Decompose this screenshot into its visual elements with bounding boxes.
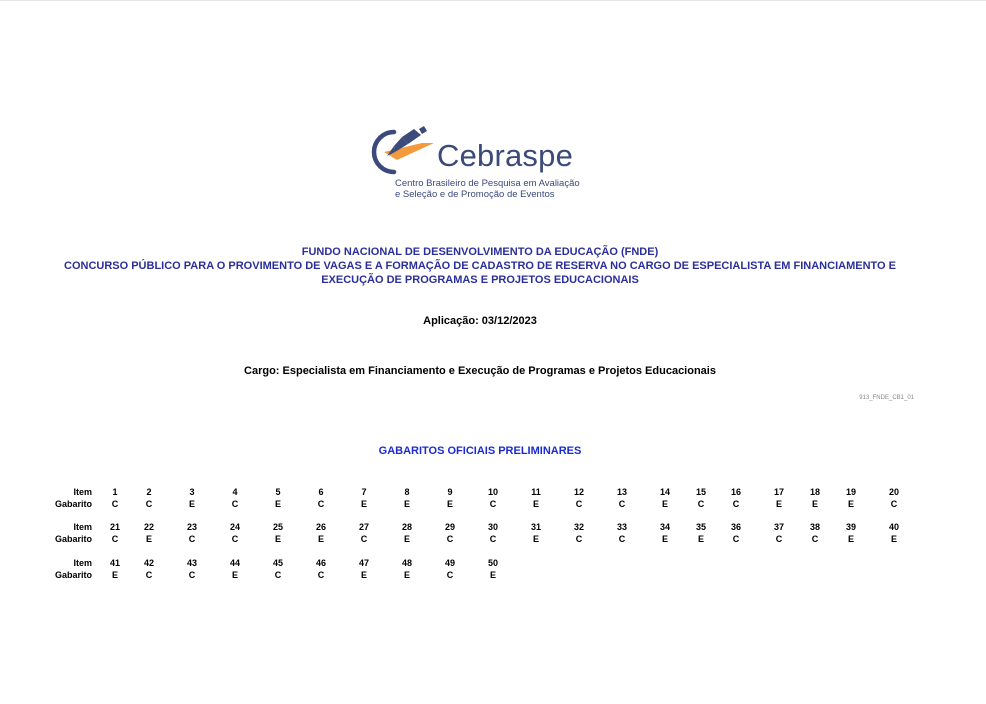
logo-subtitle-line2: e Seleção e de Promoção de Eventos — [395, 189, 555, 200]
cebraspe-logo — [364, 126, 594, 202]
item-number: 39 — [845, 522, 856, 532]
item-number: 49 — [444, 558, 455, 568]
item-number: 47 — [358, 558, 369, 568]
item-number: 34 — [659, 522, 670, 532]
item-number: 35 — [695, 522, 706, 532]
item-number: 31 — [530, 522, 541, 532]
answer-value: E — [403, 534, 410, 544]
item-number: 28 — [401, 522, 412, 532]
answer-value: C — [317, 570, 325, 580]
item-number: 20 — [888, 487, 899, 497]
item-number: 8 — [404, 487, 410, 497]
item-number: 42 — [143, 558, 154, 568]
answer-value: C — [697, 499, 705, 509]
item-number: 14 — [659, 487, 670, 497]
answer-value: C — [231, 534, 239, 544]
answer-value: C — [188, 534, 196, 544]
answer-value: E — [532, 499, 539, 509]
answer-value: C — [575, 499, 583, 509]
answer-value: C — [360, 534, 368, 544]
item-number: 22 — [143, 522, 154, 532]
item-number: 38 — [809, 522, 820, 532]
item-number: 16 — [730, 487, 741, 497]
answer-row-label: Gabarito — [54, 499, 92, 509]
answer-value: E — [661, 534, 668, 544]
answer-value: E — [489, 570, 496, 580]
item-number: 24 — [229, 522, 240, 532]
answer-value: C — [446, 570, 454, 580]
item-row-label: Item — [73, 487, 92, 497]
item-number: 43 — [186, 558, 197, 568]
item-number: 27 — [358, 522, 369, 532]
answer-value: E — [775, 499, 782, 509]
answer-value: E — [274, 534, 281, 544]
item-number: 5 — [275, 487, 281, 497]
item-number: 2 — [146, 487, 152, 497]
item-number: 4 — [232, 487, 238, 497]
item-number: 9 — [447, 487, 453, 497]
item-number: 23 — [186, 522, 197, 532]
answer-value: C — [811, 534, 819, 544]
answer-row-label: Gabarito — [54, 570, 92, 580]
item-number: 11 — [531, 487, 541, 497]
item-number: 33 — [616, 522, 627, 532]
item-number: 3 — [189, 487, 195, 497]
item-number: 41 — [109, 558, 120, 568]
item-number: 50 — [487, 558, 498, 568]
answer-value: E — [274, 499, 281, 509]
item-number: 17 — [773, 487, 784, 497]
item-number: 7 — [361, 487, 367, 497]
item-number: 26 — [315, 522, 326, 532]
answer-value: C — [618, 499, 626, 509]
item-number: 21 — [109, 522, 120, 532]
answer-value: C — [274, 570, 282, 580]
answer-value: C — [732, 534, 740, 544]
answer-value: E — [111, 570, 118, 580]
answer-value: C — [188, 570, 196, 580]
answer-value: C — [231, 499, 239, 509]
job-position: Cargo: Especialista em Financiamento e Execução de Programas e Projetos Educacionais — [244, 365, 716, 377]
cebraspe-mark-icon — [364, 126, 444, 186]
item-number: 37 — [773, 522, 784, 532]
item-number: 18 — [809, 487, 820, 497]
item-number: 46 — [315, 558, 326, 568]
answer-value: E — [532, 534, 539, 544]
item-number: 19 — [845, 487, 856, 497]
top-border-line — [0, 0, 986, 1]
answer-row-label: Gabarito — [54, 534, 92, 544]
item-row-label: Item — [73, 558, 92, 568]
answer-value: C — [145, 570, 153, 580]
answer-value: C — [732, 499, 740, 509]
item-number: 44 — [229, 558, 240, 568]
item-number: 36 — [730, 522, 741, 532]
application-date: Aplicação: 03/12/2023 — [423, 315, 537, 327]
item-number: 25 — [272, 522, 283, 532]
item-number: 32 — [573, 522, 584, 532]
item-number: 15 — [695, 487, 706, 497]
answer-value: C — [489, 534, 497, 544]
answer-value: C — [446, 534, 454, 544]
answer-value: E — [890, 534, 897, 544]
logo-brand-text: Cebraspe — [437, 138, 574, 173]
item-number: 10 — [487, 487, 498, 497]
answer-value: C — [111, 499, 119, 509]
item-number: 30 — [487, 522, 498, 532]
answer-value: C — [489, 499, 497, 509]
item-number: 29 — [444, 522, 455, 532]
contest-title: CONCURSO PÚBLICO PARA O PROVIMENTO DE VAGAS E A FORMAÇÃO DE CADASTRO DE RESERVA NO CARGO DE ESPECIALISTA EM FINANCIAMENTO E EXECUÇÃO DE PROGRAMAS E PROJETOS EDUCACIONAIS — [64, 260, 896, 286]
answer-value: E — [847, 499, 854, 509]
answer-value: C — [775, 534, 783, 544]
answer-value: E — [446, 499, 453, 509]
answer-value: C — [890, 499, 898, 509]
logo-subtitle-line1: Centro Brasileiro de Pesquisa em Avaliação — [395, 178, 580, 189]
answer-value: E — [145, 534, 152, 544]
answer-value: E — [188, 499, 195, 509]
answer-value: E — [317, 534, 324, 544]
answer-key-title: GABARITOS OFICIAIS PRELIMINARES — [378, 445, 582, 457]
answer-value: C — [145, 499, 153, 509]
item-number: 1 — [112, 487, 118, 497]
item-number: 6 — [318, 487, 324, 497]
item-number: 48 — [401, 558, 412, 568]
answer-value: E — [231, 570, 238, 580]
item-number: 13 — [616, 487, 627, 497]
answer-value: C — [618, 534, 626, 544]
item-number: 40 — [888, 522, 899, 532]
item-row-label: Item — [73, 522, 92, 532]
answer-value: E — [661, 499, 668, 509]
item-number: 45 — [272, 558, 283, 568]
answer-value: C — [575, 534, 583, 544]
answer-value: E — [811, 499, 818, 509]
answer-value: C — [317, 499, 325, 509]
answer-value: C — [111, 534, 119, 544]
answer-value: E — [403, 499, 410, 509]
answer-value: E — [360, 570, 367, 580]
item-number: 12 — [573, 487, 584, 497]
answer-value: E — [360, 499, 367, 509]
answer-value: E — [403, 570, 410, 580]
institution-title: FUNDO NACIONAL DE DESENVOLVIMENTO DA EDUCAÇÃO (FNDE) — [301, 246, 659, 258]
answer-value: E — [697, 534, 704, 544]
answer-value: E — [847, 534, 854, 544]
document-code: 913_FNDE_CB1_01 — [859, 395, 914, 401]
